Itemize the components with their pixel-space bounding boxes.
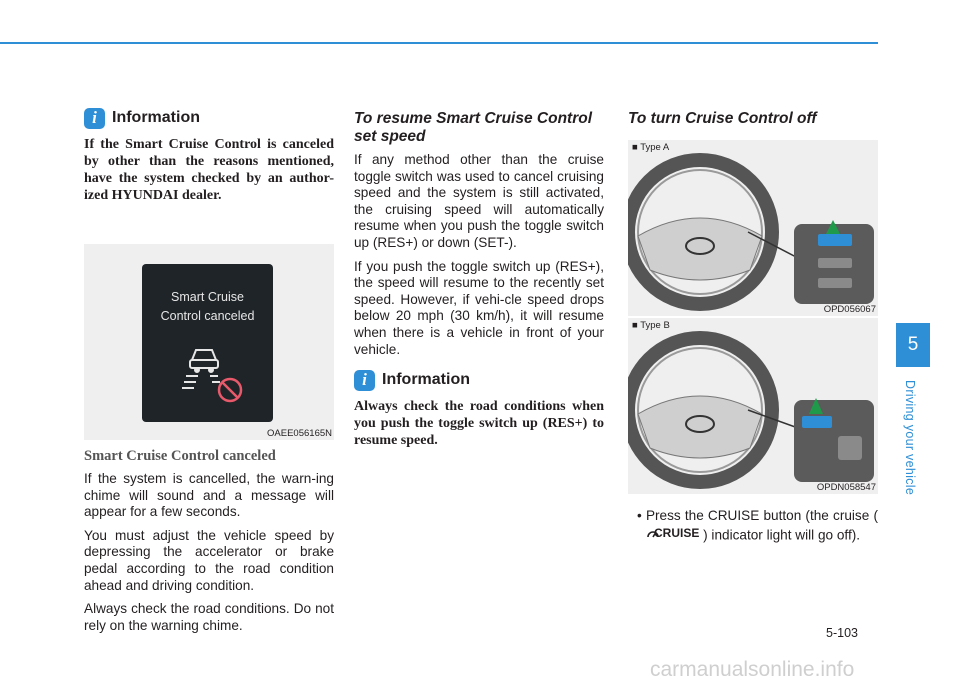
figure-code: OPDN058547 (816, 482, 876, 493)
info-icon: i (84, 108, 105, 129)
cluster-display-illustration (84, 244, 334, 440)
steering-wheel-type-b-figure (628, 318, 878, 494)
info-title: Information (112, 109, 200, 126)
info-text: Always check the road conditions when you push the toggle switch up (RES+) to resume speed. (354, 399, 604, 449)
type-b-label: ■ Type B (632, 320, 670, 331)
chapter-title: Driving your vehicle (903, 380, 917, 496)
steering-wheel-type-a-figure (628, 140, 878, 316)
display-message-line1: Smart Cruise (171, 290, 244, 304)
cluster-message-figure (84, 244, 334, 440)
bullet-dot: • (637, 508, 642, 523)
info-title: Information (382, 371, 470, 389)
info-icon: i (354, 370, 375, 391)
info-heading (354, 368, 604, 392)
info-text: If the Smart Cruise Control is canceled by other than the reasons mentioned, have the system checked by an author-ized HYUNDAI dealer. (84, 137, 334, 203)
section-heading: To turn Cruise Control off (628, 110, 817, 127)
subheading: Smart Cruise Control canceled (84, 448, 276, 464)
indicator-label: CRUISE (654, 525, 700, 540)
header-rule (0, 42, 878, 44)
section-heading: To resume Smart Cruise Control set speed (354, 110, 593, 145)
paragraph: Always check the road conditions. Do not rely on the warning chime. (84, 601, 334, 633)
type-a-label: ■ Type A (632, 142, 670, 153)
left-column (84, 106, 334, 641)
figure-code: OAEE056165N (267, 428, 332, 439)
page-number: 5-103 (826, 626, 858, 640)
cruise-indicator-icon (646, 525, 699, 542)
figure-code: OPD056067 (823, 304, 876, 315)
chapter-number: 5 (907, 334, 919, 355)
paragraph: If you push the toggle switch up (RES+), the speed will resume to the recently set speed. However, if vehi-cle speed drops below 20 mph (30 km/h), it will resume when there is a vehicle in front of your vehicle. (354, 258, 604, 357)
bullet-text: Press the CRUISE button (the cruise ( (645, 508, 878, 523)
middle-column (354, 110, 604, 449)
display-message-line2: Control canceled (160, 309, 255, 323)
list-item (628, 508, 878, 543)
steering-wheel-icon (628, 140, 878, 316)
right-column (628, 110, 878, 543)
info-heading (84, 106, 334, 130)
paragraph: If any method other than the cruise toggle switch was used to cancel cruising speed and the system is still activated, the cruising speed will automatically resume when you push the toggle switch up (RES+) or down (SET-). (354, 152, 604, 250)
watermark: carmanualsonline.info (650, 658, 855, 681)
steering-wheel-icon (628, 318, 878, 494)
paragraph: If the system is cancelled, the warn-ing chime will sound and a message will appear for a few seconds. (84, 471, 334, 520)
bullet-text: ) indicator light will go off). (703, 526, 861, 542)
chapter-tab (896, 323, 930, 367)
paragraph: You must adjust the vehicle speed by depressing the accelerator or brake pedal according to the road condition ahead and driving condition. (84, 527, 334, 593)
